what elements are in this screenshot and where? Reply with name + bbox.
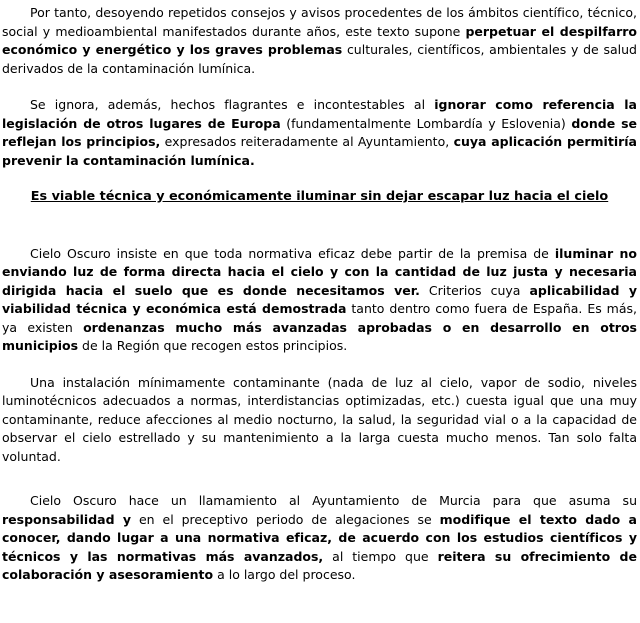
bold-text-run: aplicabilidad y viabilidad técnica y económica está demostrada [2,282,637,316]
bold-text-run: responsabilidad y [2,511,131,527]
text-run: en el preceptivo periodo de alegaciones se [131,511,440,527]
text-run: culturales, científicos, ambientales y de salud derivados de la contaminación lumínica. [2,42,637,76]
text-run: Una instalación mínimamente contaminante (nada de luz al cielo, vapor de sodio, niveles luminotécnicos adecuados a normas, interdistancias optimizadas, etc.) cuesta igual que una muy contaminante, reduce afecciones al medio nocturno, la salud, la seguridad vial o a la capacidad de observar el cielo estrellado y su mantenimiento a la larga cuesta mucho menos. Tan solo falta voluntad. [2,374,637,464]
bold-text-run: ignorar como referencia la legislación de otros lugares de Europa [2,97,637,131]
text-run: tanto dentro como fuera de España. Es más, ya existen [2,301,637,335]
paragraph-cielo-oscuro-insiste [2,245,637,356]
bold-text-run: modifique el texto dado a conocer, dando lugar a una normativa eficaz, de acuerdo con los estudios científicos y técnicos y las normativas más avanzados, [2,511,637,564]
bold-text-run: ordenanzas mucho más avanzadas aprobadas o en desarrollo en otros municipios [2,319,637,353]
text-run: expresados reiteradamente al Ayuntamiento, [160,134,454,149]
bold-text-run: donde se reflejan los principios, [2,115,637,149]
text-run: al tiempo que [323,548,438,564]
text-run: Se ignora, además, hechos flagrantes e incontestables al [30,97,435,112]
bold-text-run: Es viable técnica y económicamente iluminar sin dejar escapar luz hacia el cielo [30,189,609,204]
bold-text-run: perpetuar el despilfarro económico y energético y los graves problemas [2,23,637,57]
text-run: (fundamentalmente Lombardía y Eslovenia) [280,115,572,131]
text-run: a lo largo del proceso. [213,567,356,582]
text-run: de la Región que recogen estos principios. [78,338,348,353]
bold-text-run: cuya aplicación permitiría prevenir la contaminación lumínica. [2,134,637,168]
text-run: Cielo Oscuro hace un llamamiento al Ayuntamiento de Murcia para que asuma su [30,493,637,508]
section-heading [2,188,637,207]
text-run: Por tanto, desoyendo repetidos consejos y avisos procedentes de los ámbitos científico, técnico, social y medioambiental manifestados durante años, este texto supone [2,5,637,39]
bold-text-run: reitera su ofrecimiento de colaboración y asesoramiento [2,548,637,582]
paragraph-por-tanto [2,4,637,78]
paragraph-se-ignora [2,96,637,170]
bold-text-run: iluminar no enviando luz de forma directa hacia el cielo y con la cantidad de luz justa y necesaria dirigida hacia el suelo que es donde necesitamos ver. [2,245,637,298]
text-run: Cielo Oscuro insiste en que toda normativa eficaz debe partir de la premisa de [30,245,555,261]
paragraph-una-instalacion [2,374,637,467]
text-run: Criterios cuya [419,282,530,298]
paragraph-llamamiento [2,492,637,585]
